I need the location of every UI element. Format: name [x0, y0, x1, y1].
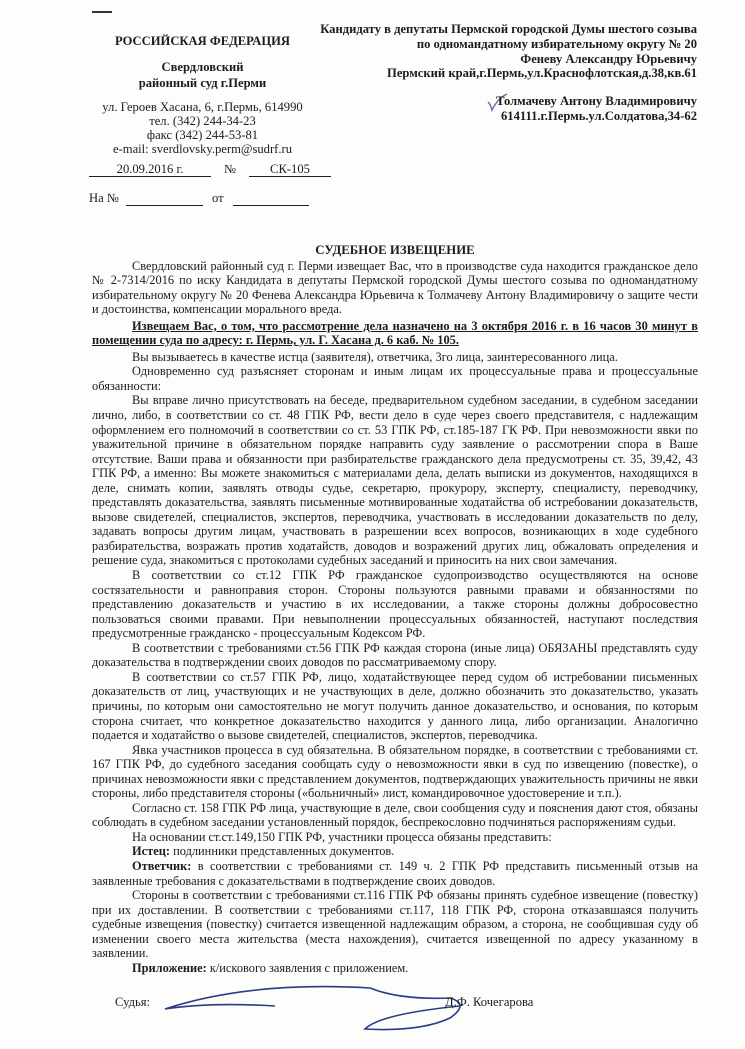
reference-from-label: от — [212, 191, 224, 205]
intro-paragraph: Свердловский районный суд г. Перми извещает Вас, что в производстве суда находится гражданское дело № 2-7314/2016 по иску Кандидата в депутаты Пермской городской Думы шестого созыва по одномандатному избирательному округу № 20 Фенева Александра Юрьевича к Толмачеву Антону Владимировичу о защите чести и достоинства, компенсации морального вреда. — [92, 258, 698, 317]
court-name-line1: Свердловский — [161, 60, 244, 74]
judge-name: Д.Ф. Кочегарова — [445, 995, 534, 1010]
called-paragraph: Вы вызываетесь в качестве истца (заявителя), ответчика, 3го лица, заинтересованного лица. — [132, 349, 618, 364]
recipient-line: Толмачеву Антону Владимировичу — [496, 94, 697, 108]
recipient-line: Кандидату в депутаты Пермской городской Думы шестого созыва — [320, 22, 697, 36]
defendant-label: Ответчик: — [132, 858, 192, 873]
judge-label: Судья: — [115, 995, 151, 1010]
court-email: e-mail: sverdlovsky.perm@sudrf.ru — [112, 142, 292, 156]
article-57-paragraph: В соответствии со ст.57 ГПК РФ, лицо, ходатайствующее перед судом об истребовании письменных доказательств от лиц, участвующих и не участвующих в деле, должно обозначить это доказательство, указать причины, по которым они самостоятельно не могут получить данное доказательство, и основания, по которым сторона считает, что конкретное доказательство находится у данного лица, либо организации. Аналогично подается и ходатайство о вызове свидетелей, специалистов, экспертов, переводчика. — [92, 669, 698, 743]
outgoing-date: 20.09.2016 г. — [89, 162, 211, 177]
reference-number-blank — [126, 191, 203, 206]
recipient-2 — [496, 94, 697, 124]
plaintiff-text: подлинники представленных документов. — [170, 844, 395, 859]
recipient-line: по одномандатному избирательному округу № 20 — [416, 36, 697, 51]
defendant-text: в соответствии с требованиями ст. 149 ч. 2 ГПК РФ представить письменный отзыв на заявленные требования с доказательствами в подтверждение своих доводов. — [92, 858, 698, 888]
explains-paragraph: Одновременно суд разъясняет сторонам и иным лицам их процессуальные права и процессуальные обязанности: — [92, 364, 698, 393]
rights-paragraph: Вы вправе лично присутствовать на беседе, предварительном судебном заседании, в судебном заседании лично, либо, в соответствии со ст. 48 ГПК РФ, вести дело в суде через своего представителя, с надлежащим оформлением его полномочий в соответствии со ст. 53 ГПК РФ, ст.185-187 ГК РФ. При невозможности явки по уважительной причине в обязательном порядке направить суду заявление о рассмотрении спора в Ваше отсутствие. Ваши права и обязанности при разбирательстве гражданского дела предусмотрены ст. 35, 39,42, 43 ГПК РФ, а именно: Вы можете знакомиться с материалами дела, делать выписки из документов, находящихся в деле, снимать копии, заявлять отводы судье, секретарю, прокурору, эксперту, специалисту, переводчику, представлять доказательства, заявлять письменные мотивированные ходатайства об истребовании доказательств, вызове свидетелей, специалистов, экспертов, переводчика, участвовать в исследовании доказательств по делу, задавать вопросы другим лицам, участвовать в разрешении всех вопросов, возникающих в ходе судебного разбирательства, возражать против ходатайств, доводов и возражений других лиц, обжаловать определения и решение суда, знакомиться с протоколами судебных заседаний и приносить на них свои замечания. — [92, 393, 698, 568]
judge-signature — [150, 976, 470, 1036]
defendant-paragraph — [92, 859, 698, 888]
attachment-text: к/искового заявления с приложением. — [206, 960, 409, 975]
recipient-1 — [320, 22, 697, 81]
signature-row — [92, 989, 698, 1049]
outgoing-number: СК-105 — [249, 162, 331, 177]
court-name-line2: районный суд г.Перми — [138, 76, 267, 90]
recipient-line: 614111.г.Пермь.ул.Солдатова,34-62 — [500, 108, 697, 123]
court-fax: факс (342) 244-53-81 — [146, 128, 259, 142]
court-address: ул. Героев Хасана, 6, г.Пермь, 614990 — [102, 100, 303, 114]
article-12-paragraph: В соответствии со ст.12 ГПК РФ гражданское судопроизводство осуществляются на основе состязательности и равноправия сторон. Стороны пользуются равными правами и обязанностями по представлению доказательств и участию в их исследовании, а также стороны должны добросовестно пользоваться своими правами. При невыполнении процессуальных обязанностей, наступают последствия предусмотренные гражданско - процессуальным Кодексом РФ. — [92, 568, 698, 641]
plaintiff-paragraph — [92, 844, 698, 859]
scan-mark — [92, 11, 112, 13]
notice-title: СУДЕБНОЕ ИЗВЕЩЕНИЕ — [315, 243, 475, 257]
article-149-paragraph: На основании ст.ст.149,150 ГПК РФ, участники процесса обязаны представить: — [132, 829, 552, 844]
country-heading: РОССИЙСКАЯ ФЕДЕРАЦИЯ — [114, 34, 291, 48]
attachment-paragraph — [92, 961, 698, 976]
recipient-line: Пермский край,г.Пермь,ул.Краснофлотская,д.38,кв.61 — [387, 66, 697, 81]
article-116-paragraph: Стороны в соответствии с требованиями ст.116 ГПК РФ обязаны принять судебное извещение (повестку) при их доставлении. В соответствии с требованиями ст.117, 118 ГПК РФ, сторона отказавшаяся получить судебные извещения (повестку) считается извещенной надлежащим образом, а сторона, не сообщившая суду об изменении своего места жительства (места нахождения), считается извещенной по адресу указанному в заявлении. — [92, 888, 698, 961]
reference-date-blank — [233, 191, 309, 206]
notice-body — [92, 243, 698, 1049]
reference-number-label: На № — [89, 191, 119, 205]
hearing-paragraph: Извещаем Вас, о том, что рассмотрение дела назначено на 3 октября 2016 г. в 16 часов 30 минут в помещении суда по адресу: г. Пермь, ул. Г. Хасана д. 6 каб. № 105. — [92, 318, 698, 348]
article-56-paragraph: В соответствии с требованиями ст.56 ГПК РФ каждая сторона (иные лица) ОБЯЗАНЫ представлять суду доказательства в подтверждении своих доводов по рассматриваемому спору. — [92, 640, 698, 670]
attendance-paragraph: Явка участников процесса в суд обязательна. В обязательном порядке, в соответствии с требованиями ст. 167 ГПК РФ, до судебного заседания сообщать суду о невозможности явки в суд по извещению (повестке), о причинах невозможности явки с представлением документов, подтверждающих уважительность причины не явки стороны, либо представителя стороны («больничный» лист, командировочное удостоверение и т.п.). — [92, 742, 698, 801]
outgoing-number-label: № — [224, 162, 237, 176]
plaintiff-label: Истец: — [132, 844, 170, 859]
recipient-line: Феневу Александру Юрьевичу — [520, 51, 697, 66]
attachment-label: Приложение: — [132, 960, 207, 975]
article-158-paragraph: Согласно ст. 158 ГПК РФ лица, участвующие в деле, свои сообщения суду и пояснения дают стоя, обязаны соблюдать в судебном заседании установленный порядок, беспрекословно подчиняться распоряжениям судьи. — [92, 800, 698, 830]
court-phone: тел. (342) 244-34-23 — [149, 114, 256, 128]
